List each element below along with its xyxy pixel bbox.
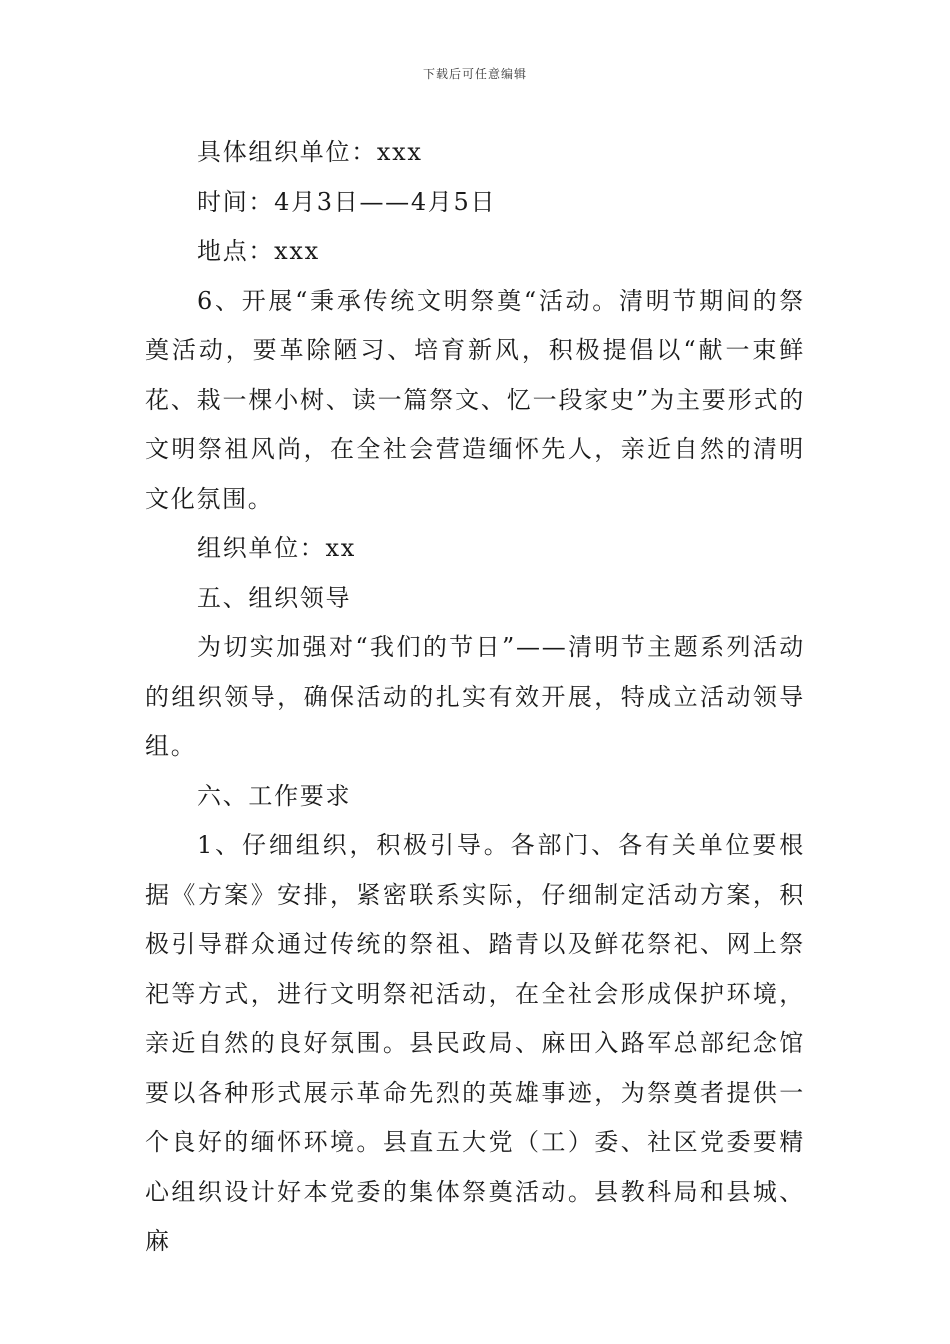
section-heading-requirements: 六、工作要求 bbox=[197, 781, 352, 810]
paragraph-location: 地点：xxx bbox=[197, 237, 320, 265]
paragraph-organizer: 具体组织单位：xxx bbox=[197, 138, 423, 166]
document-body bbox=[145, 128, 805, 1267]
paragraph-leadership: 为切实加强对“我们的节日”——清明节主题系列活动的组织领导，确保活动的扎实有效开展，特成立活动领导组。 bbox=[145, 633, 805, 760]
paragraph-time: 时间：4月3日——4月5日 bbox=[197, 187, 497, 216]
paragraph-organizer-unit: 组织单位：xx bbox=[197, 534, 356, 562]
paragraph-requirement-1: 1、仔细组织，积极引导。各部门、各有关单位要根据《方案》安排，紧密联系实际，仔细制定活动方案，积极引导群众通过传统的祭祖、踏青以及鲜花祭祀、网上祭祀等方式，进行文明祭祀活动，在全社会形成保护环境，亲近自然的良好氛围。县民政局、麻田入路军总部纪念馆要以各种形式展示革命先烈的英雄事迹，为祭奠者提供一个良好的缅怀环境。县直五大党（工）委、社区党委要精心组织设计好本党委的集体祭奠活动。县教科局和县城、麻 bbox=[145, 831, 805, 1255]
paragraph-item-6: 6、开展“秉承传统文明祭奠“活动。清明节期间的祭奠活动，要革除陋习、培育新风，积极提倡以“献一束鲜花、栽一棵小树、读一篇祭文、忆一段家史”为主要形式的文明祭祖风尚，在全社会营造缅怀先人，亲近自然的清明文化氛围。 bbox=[145, 286, 805, 513]
header-note: 下载后可任意编辑 bbox=[422, 67, 527, 81]
section-heading-leadership: 五、组织领导 bbox=[197, 583, 352, 612]
